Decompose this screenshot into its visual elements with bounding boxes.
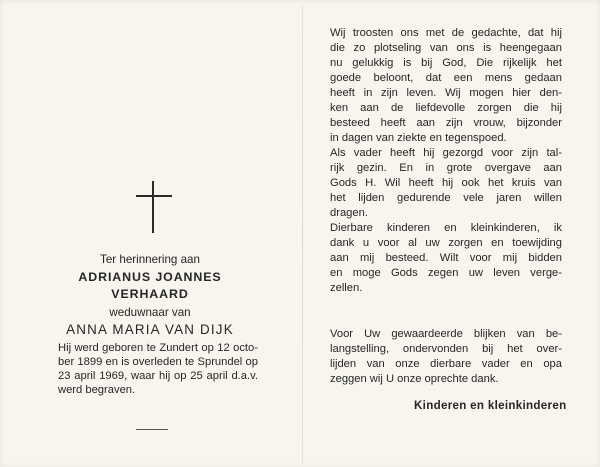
text-line: besteed heeft aan zijn vrouw, bijzonder [330, 117, 562, 129]
text-line: het lijden gedurende vele jaren willen [330, 192, 562, 204]
text-line: zeggen wij U onze oprechte dank. [330, 373, 499, 385]
text-line: langstelling, ondervonden bij het over- [330, 343, 562, 355]
text-line: en moge Gods zegen uw leven verge- [330, 267, 562, 279]
text-line: Als vader heeft hij gezorgd voor zijn tal- [330, 147, 562, 159]
text-line: rijk gezin. En in grote overgave aan [330, 162, 562, 174]
remembrance-heading: Ter herinnering aan [100, 253, 200, 266]
text-line: Voor Uw gewaardeerde blijken van be- [330, 328, 562, 340]
text-line: in dagen van ziekte en tegenspoed. [330, 132, 507, 144]
card-fold [302, 4, 303, 463]
bio-line: werd begraven. [58, 384, 136, 396]
spouse-name: ANNA MARIA VAN DIJK [66, 322, 234, 337]
text-line: heeft in zijn leven. Wij mogen hier den- [330, 87, 562, 99]
text-line: dank u voor al uw zorgen en toewijding [330, 237, 562, 249]
signature: Kinderen en kleinkinderen [414, 399, 567, 412]
divider [136, 429, 168, 430]
text-line: goede beloont, dat een mens gedaan [330, 72, 562, 84]
text-line: ken aan de liefdevolle zorgen die hij [330, 102, 562, 114]
text-line: die zo plotseling van ons is heengegaan [330, 42, 562, 54]
bio-line: 23 april 1969, waar hij op 25 april d.a.v. [58, 370, 258, 382]
bio-line: Hij werd geboren te Zundert op 12 octo- [58, 342, 258, 354]
text-line: dragen. [330, 207, 368, 219]
text-line: Gods H. Wil heeft hij ook het kruis van [330, 177, 562, 189]
text-line: Wij troosten ons met de gedachte, dat hij [330, 27, 562, 39]
text-line: Dierbare kinderen en kleinkinderen, ik [330, 222, 562, 234]
widower-label: weduwnaar van [109, 306, 191, 319]
text-line: zellen. [330, 282, 363, 294]
text-line: nu gelukkig is bij God, Die rijkelijk het [330, 57, 562, 69]
deceased-name-first: ADRIANUS JOANNES [78, 270, 222, 284]
bio-line: ber 1899 en is overleden te Sprundel op [58, 356, 258, 368]
text-line: lijden van onze dierbare vader en opa [330, 358, 562, 370]
text-line: aan mij besteed. Wilt voor mij bidden [330, 252, 562, 264]
deceased-name-last: VERHAARD [111, 287, 189, 301]
cross-icon [136, 181, 172, 233]
